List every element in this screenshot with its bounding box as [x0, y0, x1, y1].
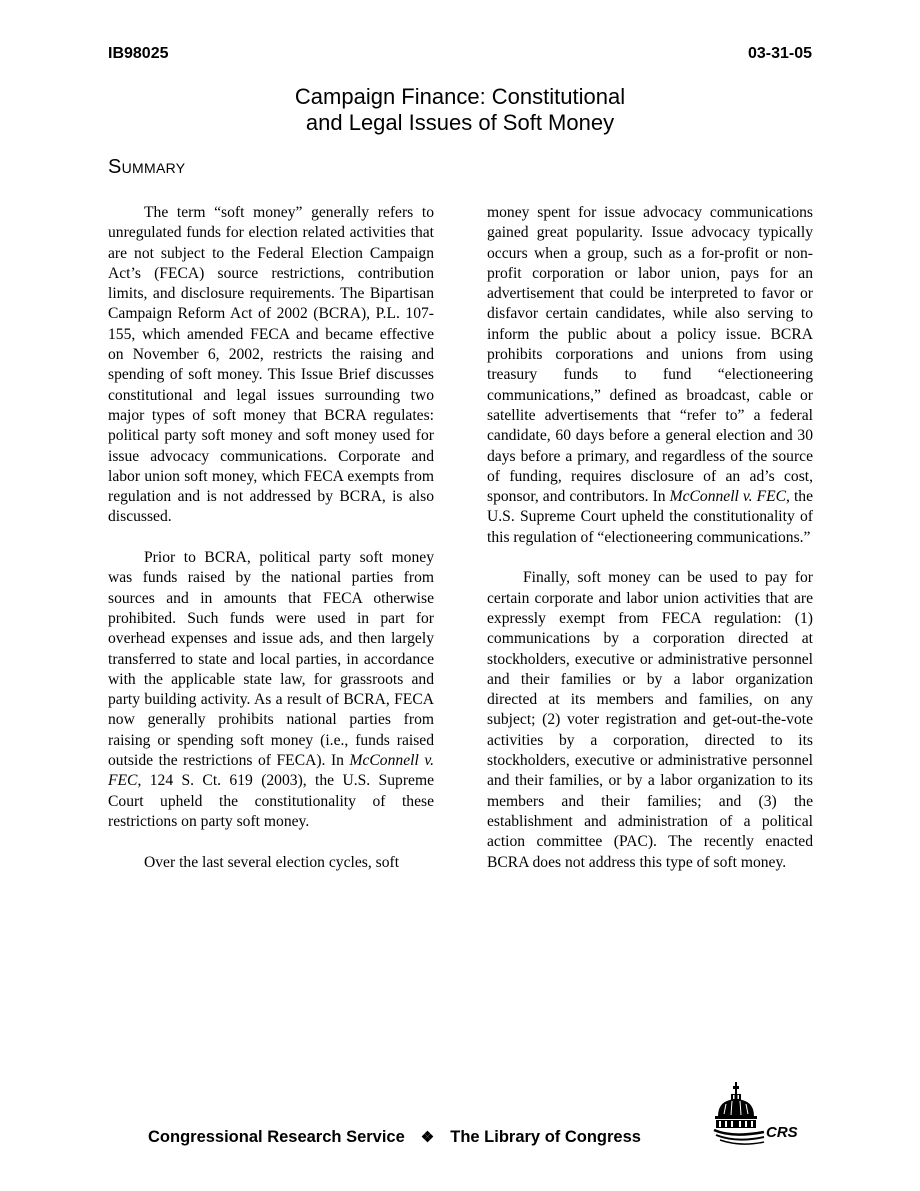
crs-logo-text: CRS: [766, 1124, 798, 1141]
left-column: [108, 203, 434, 873]
paragraph-text: money spent for issue advocacy communications gained great popularity. Issue advocacy typically occurs when a group, such as a for-profit or non-profit corporation or labor union, pays for an advertisement that could be interpreted to favor or disfavor certain candidates, while also serving to inform the public about a policy issue. BCRA prohibits corporations and unions from using treasury funds to fund “electioneering communications,” defined as broadcast, cable or satellite advertisements that “refer to” a federal candidate, 60 days before a general election and 30 days before a primary, and regardless of the source of funding, requires disclosure of an ad’s cost, sponsor, and contributors. In: [487, 204, 813, 506]
page-footer: [148, 1126, 641, 1149]
document-id: IB98025: [108, 45, 169, 62]
paragraph-party-soft-money: [108, 548, 434, 832]
footer-library: The Library of Congress: [450, 1128, 641, 1146]
paragraph-soft-money-definition: The term “soft money” generally refers to unregulated funds for election related activities that are not subject to the Federal Election Campaign Act’s (FECA) source restrictions, contribution limits, and disclosure requirements. The Bipartisan Campaign Reform Act of 2002 (BCRA), P.L. 107-155, which amended FECA and became effective on November 6, 2002, restricts the raising and spending of soft money. This Issue Brief discusses constitutional and legal issues surrounding two major types of soft money that BCRA regulates: political party soft money and soft money used for issue advocacy communications. Corporate and labor union soft money, which FECA exempts from regulation and is not addressed by BCRA, is also discussed.: [108, 204, 434, 526]
right-column: [487, 203, 813, 873]
paragraph-text: , the U.S. Supreme Court upheld the constitutionality of this regulation of “electioneering communications.”: [487, 488, 813, 546]
title-line-2: and Legal Issues of Soft Money: [305, 110, 615, 135]
page-title: [0, 84, 920, 136]
paragraph-issue-advocacy-continued: [487, 203, 813, 548]
title-line-1: Campaign Finance: Constitutional: [294, 84, 626, 109]
paragraph-issue-advocacy-start: Over the last several election cycles, soft: [144, 853, 400, 871]
paragraph-text: Prior to BCRA, political party soft money was funds raised by the national parties from sources and in amounts that FECA otherwise prohibited. Such funds were used in part for overhead expenses and issue ads, and then largely transferred to state and local parties, in accordance with the applicable state law, for grassroots and party building activity. As a result of BCRA, FECA now generally prohibits national parties from raising or spending soft money (i.e., funds raised outside the restrictions of FECA). In: [108, 549, 434, 770]
paragraph-text: , 124 S. Ct. 619 (2003), the U.S. Supreme Court upheld the constitutionality of these restrictions on party soft money.: [108, 772, 434, 830]
case-citation: McConnell v. FEC: [669, 488, 787, 506]
footer-org: Congressional Research Service: [148, 1128, 405, 1146]
case-citation: McConnell v. FEC: [108, 752, 434, 790]
document-date: 03-31-05: [747, 45, 812, 62]
paragraph-exempt-activities: Finally, soft money can be used to pay for certain corporate and labor union activities that are expressly exempt from FECA regulation: (1) communications by a corporation directed at stockholders, executive or administrative personnel and their families or by a labor organization directed at its members and families, on any subject; (2) voter registration and get-out-the-vote activities by a corporation, directed to its stockholders, executive or administrative personnel and their families, or by a labor organization to its members and their families; and (3) the establishment and administration of a political action committee (PAC). The recently enacted BCRA does not address this type of soft money.: [487, 569, 813, 871]
footer-separator: ❖: [420, 1129, 435, 1146]
section-heading: Summary: [108, 156, 186, 178]
